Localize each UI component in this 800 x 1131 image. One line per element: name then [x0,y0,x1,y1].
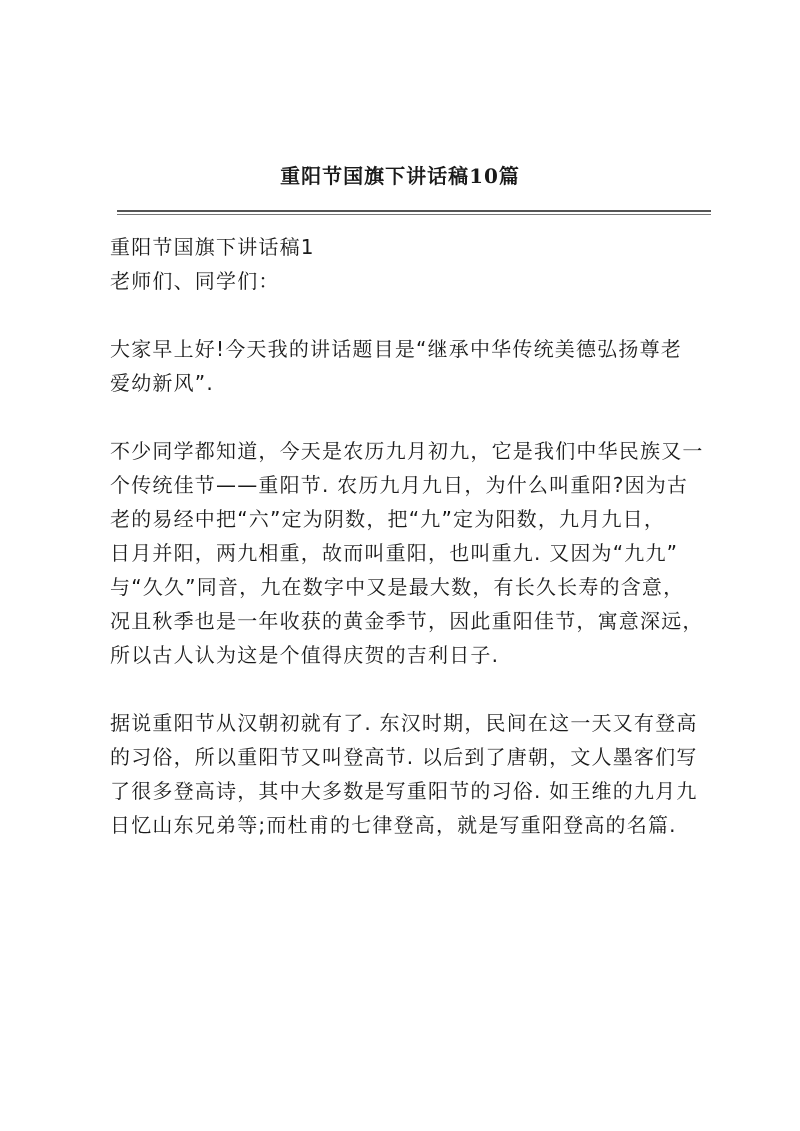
paragraph-line: 据说重阳节从汉朝初就有了. 东汉时期，民间在这一天又有登高 [110,711,698,735]
paragraph-line: 与“久久”同音，九在数字中又是最大数，有长久长寿的含意， [110,575,685,599]
title-divider [117,210,711,215]
paragraph-line: 老的易经中把“六”定为阴数，把“九”定为阳数，九月九日， [110,507,666,531]
paragraph-line: 日忆山东兄弟等;而杜甫的七律登高，就是写重阳登高的名篇. [110,813,677,837]
paragraph-greeting [110,332,720,400]
salutation: 老师们、同学们： [110,269,280,293]
section-heading: 重阳节国旗下讲话稿1 [110,235,315,259]
paragraph-spacer [110,400,720,434]
paragraph-origin [110,434,720,672]
paragraph-line: 所以古人认为这是个值得庆贺的吉利日子. [110,643,500,667]
paragraph-line: 不少同学都知道，今天是农历九月初九，它是我们中华民族又一 [110,439,704,463]
paragraph-spacer [110,672,720,706]
paragraph-line: 的习俗，所以重阳节又叫登高节. 以后到了唐朝，文人墨客们写 [110,745,698,769]
paragraph-spacer [110,298,720,332]
paragraph-line: 大家早上好!今天我的讲话题目是“继承中华传统美德弘扬尊老 [110,337,682,361]
paragraph-line: 爱幼新风”. [110,371,214,395]
paragraph-line: 况且秋季也是一年收获的黄金季节，因此重阳佳节，寓意深远， [110,609,704,633]
document-title: 重阳节国旗下讲话稿10篇 [280,164,520,188]
paragraph-line: 日月并阳，两九相重，故而叫重阳，也叫重九. 又因为“九九” [110,541,679,565]
paragraph-line: 个传统佳节——重阳节. 农历九月九日，为什么叫重阳?因为古 [110,473,689,497]
paragraph-line: 了很多登高诗，其中大多数是写重阳节的习俗. 如王维的九月九 [110,779,698,803]
document-body [110,230,720,842]
paragraph-history [110,706,720,842]
